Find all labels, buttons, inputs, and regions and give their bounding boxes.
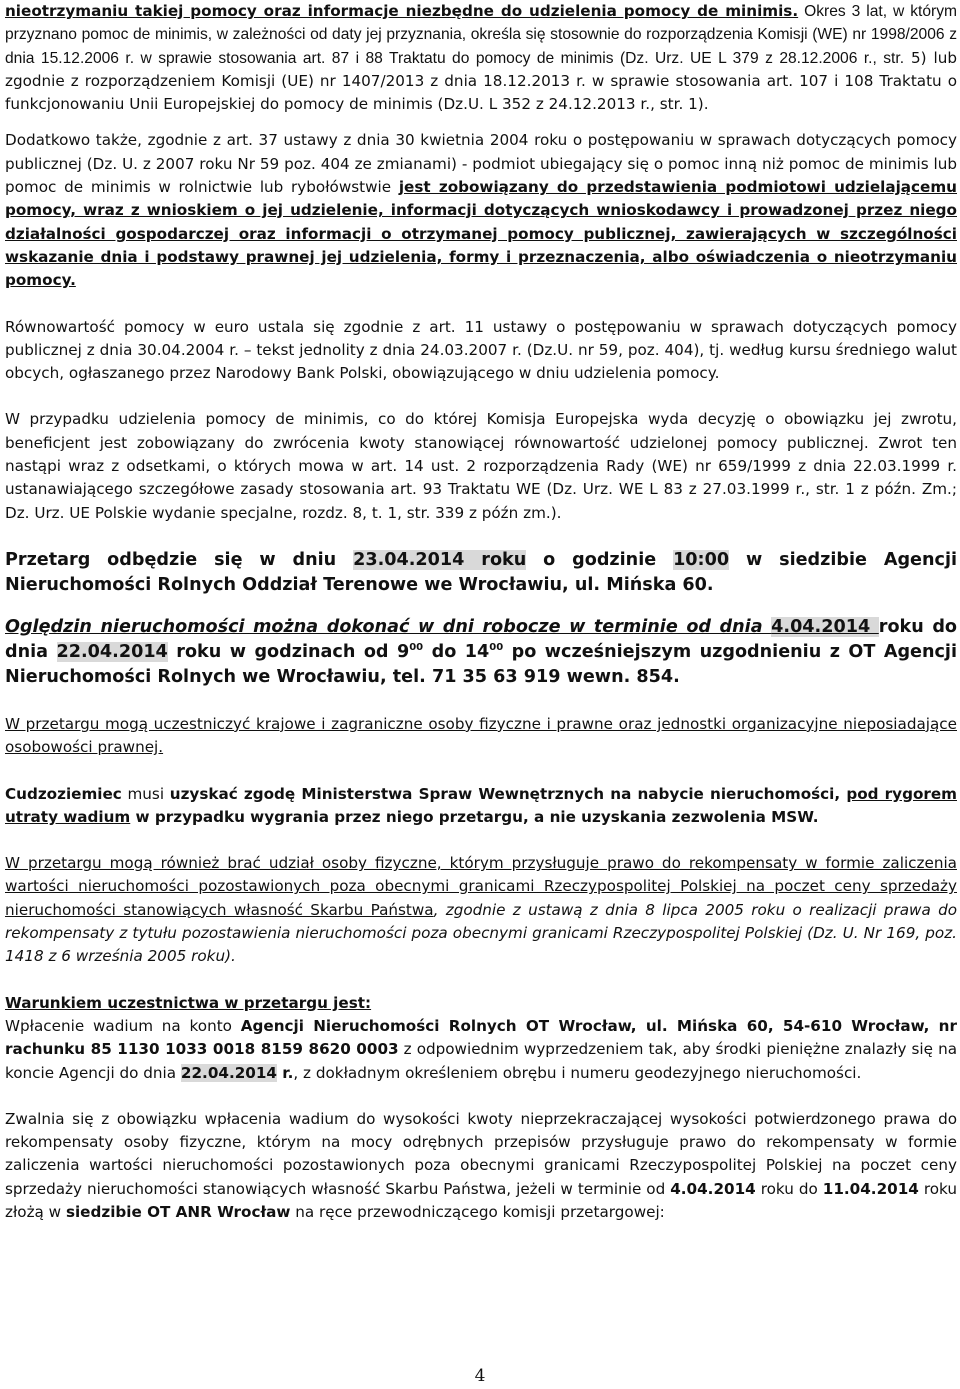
text: Równowartość pomocy w euro ustala się zgodnie z art. 11 ustawy o postępowaniu w sprawach dotyczących pomocy publicznej z dnia 30.04.2004 r. – tekst jednolity z dnia 24.03.2007 r. (Dz.U. nr 59, poz. 404), tj. według kursu średniego walut obcych, ogłaszanego przez Narodowy Bank Polski, obowiązującego w dniu udzielenia pomocy. (5, 317, 957, 383)
page-number: 4 (474, 1366, 486, 1386)
bold-underlined-text: pod rygorem utraty wadium (5, 784, 957, 826)
paragraph-deposit-exemption (5, 1108, 957, 1224)
text: po wcześniejszym uzgodnieniu z OT Agencji Nieruchomości Rolnych we Wrocławiu, tel. 71 35 63 919 wewn. 854. (5, 641, 957, 687)
text: musi (121, 784, 170, 803)
underlined-text: W przetargu mogą uczestniczyć krajowe i zagraniczne osoby fizyczne i prawne oraz jednostki organizacyjne nieposiadające osobowości prawnej. (5, 714, 957, 757)
text: w siedzibie Agencji Nieruchomości Rolnych Oddział Terenowe we Wrocławiu, ul. Mińska 60. (5, 549, 958, 595)
bold-date: 11.04.2014 (822, 1179, 919, 1198)
document-page (5, 0, 957, 1224)
text: roku do (755, 1179, 823, 1198)
paragraph-participants (5, 713, 957, 760)
highlighted-time: 10:00 (673, 549, 730, 570)
text: W przypadku udzielenia pomocy de minimis, co do której Komisja Europejska wyda decyzję o obowiązku jej zwrotu, beneficjent jest zobowiązany do zwrócenia kwoty stanowiącej równowartość udzielonej pomocy publicznej. Zwrot ten nastąpi wraz z odsetkami, o których mowa w art. 14 ust. 2 rozporządzenia Rady (WE) nr 659/1999 z dnia 22.03.1999 r. ustanawiającego szczegółowe zasady stosowania art. 93 Traktatu WE (Dz. Urz. WE L 83 z 27.03.1999 r., str. 1 z późn. Zm.; Dz. Urz. UE Polskie wydanie specjalne, rozdz. 8, t. 1, str. 339 z późn zm.). (5, 410, 957, 522)
bold-text: r. (277, 1063, 294, 1082)
bold-text: Cudzoziemiec (5, 784, 122, 803)
paragraph-foreigner (5, 783, 957, 830)
text: Wpłacenie wadium na konto (5, 1016, 241, 1035)
highlighted-date: 4.04.2014 (771, 616, 879, 637)
paragraph-aid-refund (5, 408, 957, 524)
bold-underlined-text: jest zobowiązany do przedstawienia podmiotowi udzielającemu pomocy, wraz z wnioskiem o jej udzielenie, informacji dotyczących wnioskodawcy i prowadzonej przez niego działalności gospodarczej oraz informacji o otrzymanej pomocy publicznej, zawierających w szczególności wskazanie dnia i podstawy prawnej jej udzielenia, formy i przeznaczenia, albo oświadczenia o nieotrzymaniu pomocy. (5, 178, 957, 290)
text: Dodatkowo także, zgodnie z art. 37 ustawy z dnia 30 kwietnia 2004 roku o postępowaniu w sprawach dotyczących pomocy publicznej (Dz. U. z 2007 roku Nr 59 poz. 404 ze zmianami) - podmiot ubiegający się o pomoc inną niż pomoc de minimis lub pomoc de minimis w rolnictwie lub rybołówstwie (5, 131, 957, 197)
text: , z dokładnym określeniem obrębu i numeru geodezyjnego nieruchomości. (293, 1063, 862, 1082)
paragraph-public-aid-obligation (5, 129, 957, 292)
text: 5) lub zgodnie z rozporządzeniem Komisji (UE) nr 1407/2013 z dnia 18.12.2013 r. w sprawie stosowania art. 107 i 108 Traktatu o funkcjonowaniu Unii Europejskiej do pomocy de minimis (Dz.U. L 352 z 24.12.2013 r., str. 1). (5, 48, 957, 114)
paragraph-euro-equivalent (5, 316, 957, 386)
bold-date: 4.04.2014 (670, 1179, 756, 1198)
text: Okres 3 lat, w którym przyznano pomoc de minimis, w zależności od daty jej przyznania, określa się stosownie do rozporządzenia Komisji (WE) nr 1998/2006 z dnia 15.12.2006 r. w sprawie stosowania art. 87 i 88 Traktatu do pomocy de minimis (Dz. Urz. UE L 379 z 28.12.2006 r., str. (5, 3, 957, 67)
highlighted-date: 23.04.2014 roku (353, 549, 527, 570)
bold-text: Agencji Nieruchomości Rolnych OT Wrocław, ul. Mińska 60, 54-610 Wrocław, nr rachunku 85 1130 1033 0018 8159 8620 0003 (5, 1016, 957, 1059)
text: do 14 (423, 641, 490, 662)
text: roku do dnia (5, 616, 957, 662)
paragraph-de-minimis-period (5, 0, 957, 116)
text: roku złożą w (5, 1179, 957, 1221)
bold-underlined-text: nieotrzymaniu takiej pomocy oraz informacje niezbędne do udzielenia pomocy de minimis. (5, 2, 799, 20)
highlighted-date: 22.04.2014 (56, 641, 168, 662)
bold-text: uzyskać zgodę Ministerstwa Spraw Wewnętrznych na nabycie nieruchomości, (169, 784, 847, 803)
underlined-text: W przetargu mogą również brać udział osoby fizyczne, którym przysługuje prawo do rekompensaty w formie zaliczenia wartości nieruchomości pozostawionych poza obecnymi granicami Rzeczypospolitej Polskiej na poczet ceny sprzedaży nieruchomości stanowiących własność Skarbu Państwa (5, 854, 957, 919)
highlighted-date: 22.04.2014 (180, 1063, 278, 1082)
bold-text: w przypadku wygrania przez niego przetargu, a nie uzyskania zezwolenia MSW. (130, 807, 819, 826)
paragraph-auction-date (5, 548, 957, 598)
superscript: 00 (409, 642, 424, 654)
paragraph-inspection (5, 615, 957, 690)
paragraph-deposit (5, 1015, 957, 1085)
italic-underlined-text: Oględzin nieruchomości można dokonać w dni robocze w terminie od dnia (5, 616, 772, 637)
superscript: 00 (489, 642, 504, 654)
text: Przetarg odbędzie się w dniu (5, 549, 354, 570)
italic-text: , zgodnie z ustawą z dnia 8 lipca 2005 roku o realizacji prawa do rekompensaty z tytułu pozostawienia nieruchomości poza obecnymi granicami Rzeczypospolitej Polskiej (Dz. U. Nr 169, poz. 1418 z 6 września 2005 roku). (5, 900, 957, 966)
text: na ręce przewodniczącego komisji przetargowej: (290, 1202, 665, 1221)
bold-underlined-heading: Warunkiem uczestnictwa w przetargu jest: (5, 993, 372, 1012)
text: o godzinie (526, 549, 674, 570)
text: Zwalnia się z obowiązku wpłacenia wadium do wysokości kwoty nieprzekraczającej wysokości potwierdzonego prawa do rekompensaty osoby fizyczne, którym na mocy odrębnych przepisów przysługuje prawo do rekompensaty w formie zaliczenia wartości nieruchomości pozostawionych poza obecnymi granicami Rzeczypospolitej Polskiej na poczet ceny sprzedaży nieruchomości stanowiących własność Skarbu Państwa, jeżeli w terminie od (5, 1109, 957, 1198)
paragraph-compensation-rights (5, 852, 957, 968)
bold-text: siedzibie OT ANR Wrocław (65, 1202, 291, 1221)
section-heading-participation (5, 992, 957, 1015)
text: z odpowiednim wyprzedzeniem tak, aby środki pieniężne znalazły się na koncie Agencji do dnia (5, 1040, 957, 1082)
text: roku w godzinach od 9 (167, 641, 410, 662)
